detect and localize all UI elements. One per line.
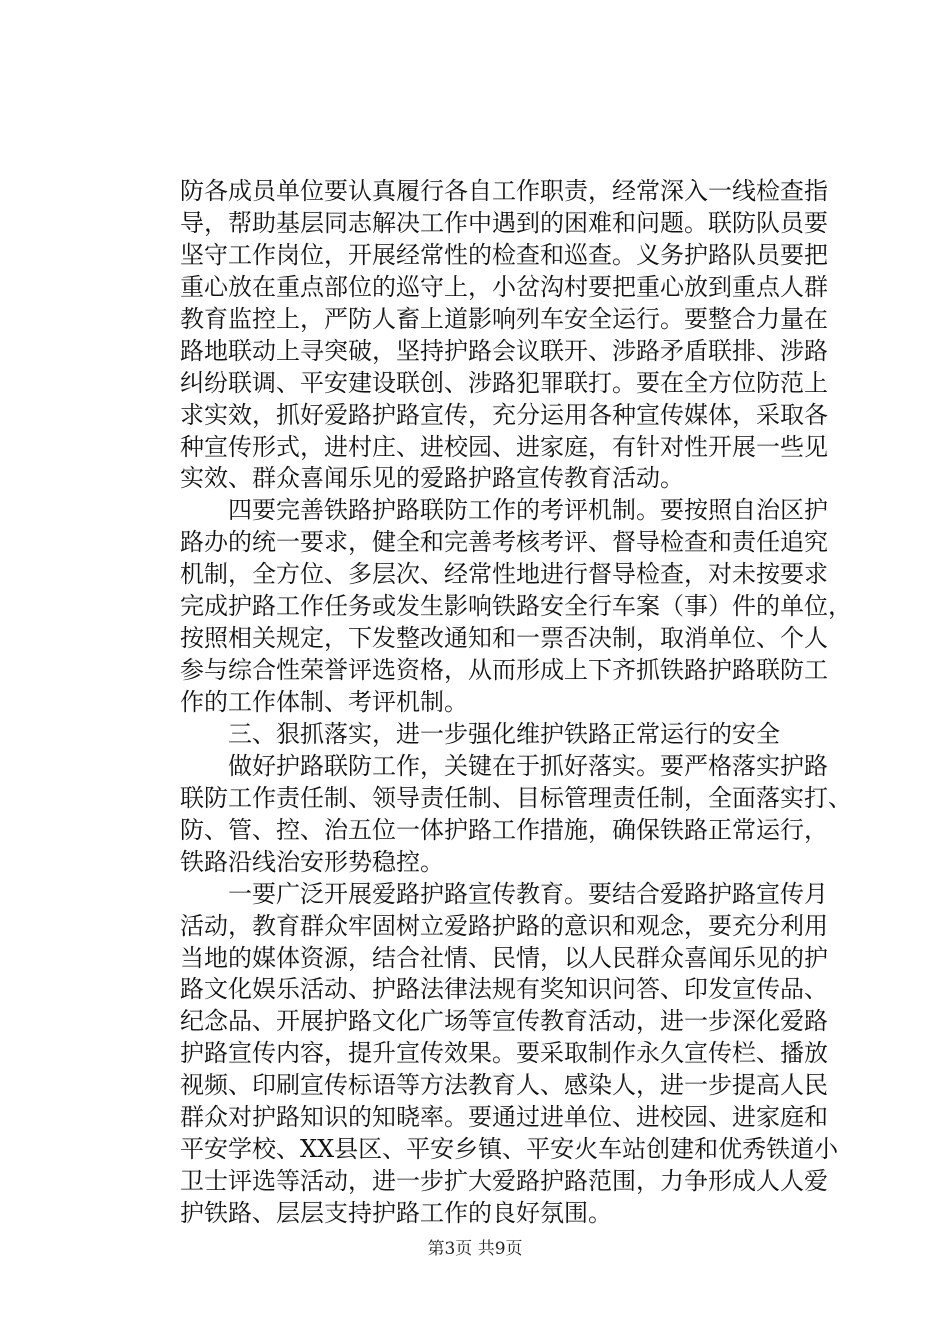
body-text-line: 纪念品、开展护路文化广场等宣传教育活动，进一步深化爱路 xyxy=(180,1007,828,1035)
body-text-line: 路文化娱乐活动、护路法律法规有奖知识问答、印发宣传品、 xyxy=(180,975,828,1003)
body-text-line: 重心放在重点部位的巡守上，小岔沟村要把重心放到重点人群 xyxy=(180,273,828,301)
body-text-line: 实效、群众喜闻乐见的爱路护路宣传教育活动。 xyxy=(180,464,684,492)
body-text-line: 卫士评选等活动，进一步扩大爱路护路范围，力争形成人人爱 xyxy=(180,1167,828,1195)
body-text-line: 铁路沿线治安形势稳控。 xyxy=(180,848,444,876)
body-text-line: 纠纷联调、平安建设联创、涉路犯罪联打。要在全方位防范上 xyxy=(180,369,828,397)
body-text-line: 护路宣传内容，提升宣传效果。要采取制作永久宣传栏、播放 xyxy=(180,1039,828,1067)
body-text-line: 护铁路、层层支持护路工作的良好氛围。 xyxy=(180,1199,612,1227)
body-text-line: 联防工作责任制、领导责任制、目标管理责任制，全面落实打、 xyxy=(180,784,852,812)
body-text-line: 种宣传形式，进村庄、进校园、进家庭，有针对性开展一些见 xyxy=(180,433,828,461)
body-text-line: 路地联动上寻突破，坚持护路会议联开、涉路矛盾联排、涉路 xyxy=(180,337,828,365)
page-number-footer: 第3页 共9页 xyxy=(427,1239,523,1259)
section-heading: 三、狠抓落实，进一步强化维护铁路正常运行的安全 xyxy=(180,720,780,748)
body-text-line: 当地的媒体资源，结合社情、民情，以人民群众喜闻乐见的护 xyxy=(180,944,828,972)
body-text-line: 教育监控上，严防人畜上道影响列车安全运行。要整合力量在 xyxy=(180,305,828,333)
body-text-line: 完成护路工作任务或发生影响铁路安全行车案（事）件的单位， xyxy=(180,592,852,620)
body-text-line: 求实效，抓好爱路护路宣传，充分运用各种宣传媒体，采取各 xyxy=(180,401,828,429)
paragraph-start-line: 一要广泛开展爱路护路宣传教育。要结合爱路护路宣传月 xyxy=(180,880,828,908)
body-text-line: 导，帮助基层同志解决工作中遇到的困难和问题。联防队员要 xyxy=(180,209,828,237)
body-text-line: 防各成员单位要认真履行各自工作职责，经常深入一线检查指 xyxy=(180,177,828,205)
body-text-line: 按照相关规定，下发整改通知和一票否决制，取消单位、个人 xyxy=(180,624,828,652)
body-text-line: 群众对护路知识的知晓率。要通过进单位、进校园、进家庭和 xyxy=(180,1103,828,1131)
body-text-line: 活动，教育群众牢固树立爱路护路的意识和观念，要充分利用 xyxy=(180,912,828,940)
body-text-line: 路办的统一要求，健全和完善考核考评、督导检查和责任追究 xyxy=(180,528,828,556)
body-text-line: 作的工作体制、考评机制。 xyxy=(180,688,468,716)
body-text-line: 视频、印刷宣传标语等方法教育人、感染人，进一步提高人民 xyxy=(180,1071,828,1099)
body-text-line: 机制，全方位、多层次、经常性地进行督导检查，对未按要求 xyxy=(180,560,828,588)
body-text-line: 防、管、控、治五位一体护路工作措施，确保铁路正常运行， xyxy=(180,816,828,844)
paragraph-start-line: 做好护路联防工作，关键在于抓好落实。要严格落实护路 xyxy=(180,752,828,780)
body-text-line: 坚守工作岗位，开展经常性的检查和巡查。义务护路队员要把 xyxy=(180,241,828,269)
paragraph-start-line: 四要完善铁路护路联防工作的考评机制。要按照自治区护 xyxy=(180,496,828,524)
body-text-line: 参与综合性荣誉评选资格，从而形成上下齐抓铁路护路联防工 xyxy=(180,656,828,684)
body-text-line: 平安学校、XX县区、平安乡镇、平安火车站创建和优秀铁道小 xyxy=(180,1135,839,1163)
